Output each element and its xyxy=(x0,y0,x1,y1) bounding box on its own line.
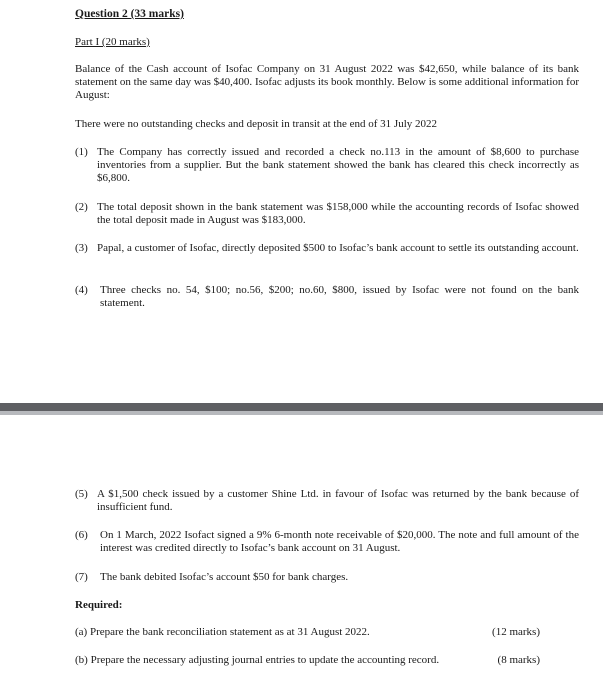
required-heading: Required: xyxy=(75,599,123,611)
item-text: The total deposit shown in the bank statement was $158,000 while the accounting records of Isofac showed the total deposit made in August was $183,000. xyxy=(97,201,579,226)
item-text: Papal, a customer of Isofac, directly deposited $500 to Isofac’s bank account to settle its outstanding account. xyxy=(97,242,579,254)
item-number: (5) xyxy=(75,488,88,500)
item-text: The Company has correctly issued and recorded a check no.113 in the amount of $8,600 to purchase inventories from a supplier. But the bank statement showed the bank has cleared this check incorrectly as $6,800. xyxy=(97,146,579,184)
list-item xyxy=(75,146,579,185)
list-item xyxy=(75,529,579,555)
page-break-separator xyxy=(0,400,603,418)
task-text: Prepare the necessary adjusting journal entries to update the accounting record. xyxy=(90,654,440,666)
item-number: (2) xyxy=(75,201,88,213)
task-label: (a) xyxy=(75,626,88,638)
page-break-shadow-dark xyxy=(0,403,603,411)
item-number: (6) xyxy=(75,529,88,541)
item-text: The bank debited Isofac’s account $50 for bank charges. xyxy=(100,571,349,583)
item-text: Three checks no. 54, $100; no.56, $200; no.60, $800, issued by Isofac were not found on the bank statement. xyxy=(100,284,579,309)
required-task xyxy=(75,654,439,667)
page-break-shadow-light xyxy=(0,411,603,415)
task-text: Prepare the bank reconciliation statement as at 31 August 2022. xyxy=(89,626,370,638)
task-marks: (12 marks) xyxy=(492,626,540,638)
list-item xyxy=(75,571,579,584)
task-label: (b) xyxy=(75,654,88,666)
item-number: (7) xyxy=(75,571,88,583)
item-number: (3) xyxy=(75,242,88,254)
question-heading: Question 2 (33 marks) xyxy=(75,8,184,20)
required-task xyxy=(75,626,370,639)
note-paragraph: There were no outstanding checks and deposit in transit at the end of 31 July 2022 xyxy=(75,118,437,130)
required-task-row xyxy=(75,626,540,639)
part-title: Part I (20 marks) xyxy=(75,36,150,48)
item-number: (1) xyxy=(75,146,88,158)
item-text: A $1,500 check issued by a customer Shine Ltd. in favour of Isofac was returned by the bank because of insufficient fund. xyxy=(97,488,579,513)
list-item xyxy=(75,488,579,514)
list-item xyxy=(75,201,579,227)
required-task-row xyxy=(75,654,540,667)
item-text: On 1 March, 2022 Isofact signed a 9% 6-month note receivable of $20,000. The note and full amount of the interest was credited directly to Isofac’s bank account on 31 August. xyxy=(100,529,579,554)
list-item xyxy=(75,242,579,255)
task-marks: (8 marks) xyxy=(497,654,540,666)
intro-paragraph: Balance of the Cash account of Isofac Company on 31 August 2022 was $42,650, while balance of its bank statement on the same day was $40,400. Isofac adjusts its book monthly. Below is some additional information for August: xyxy=(75,63,579,101)
list-item xyxy=(75,284,579,310)
item-number: (4) xyxy=(75,284,88,296)
